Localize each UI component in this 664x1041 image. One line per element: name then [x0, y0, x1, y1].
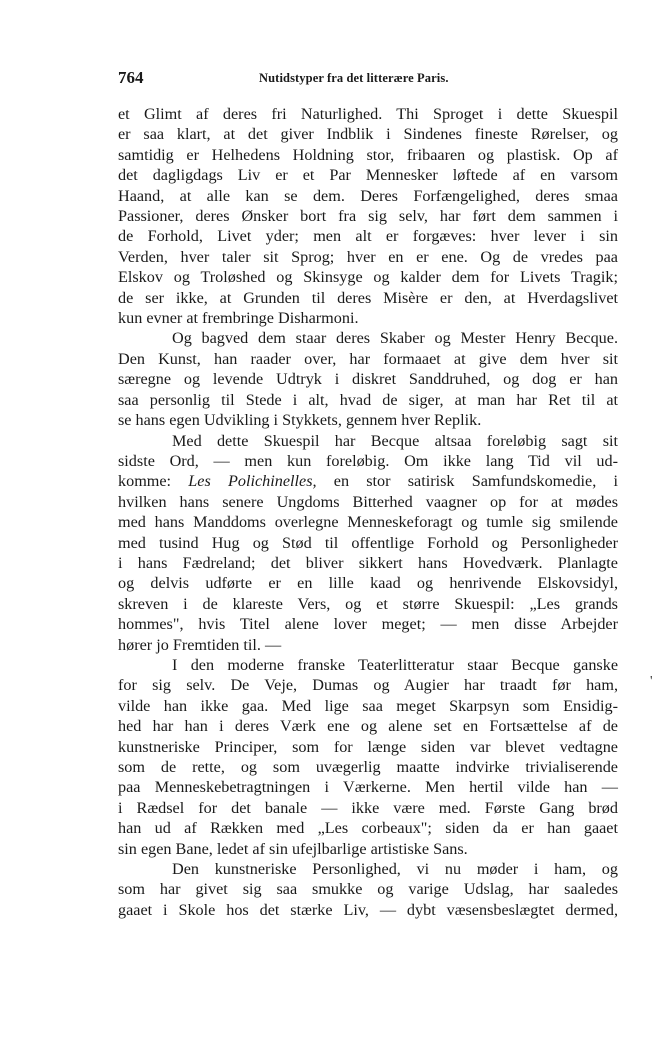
running-title: Nutidstyper fra det litterære Paris. — [259, 71, 449, 85]
text-line: hommes", hvis Titel alene lover meget; — men disse Arbejder — [118, 615, 618, 634]
page-number: 764 — [118, 68, 144, 87]
text-line: og delvis udførte er en lille kaad og henrivende Elskovsidyl, — [118, 574, 618, 593]
text-line: de Forhold, Livet yder; men alt er forgæves: hver lever i sin — [118, 227, 618, 246]
text-line: komme: Les Polichinelles, en stor satirisk Samfundskomedie, i — [118, 472, 618, 491]
text-line: særegne og levende Udtryk i diskret Sanddruhed, og dog er han — [118, 370, 618, 389]
text-line: Verden, hver taler sit Sprog; hver en er ene. Og de vredes paa — [118, 247, 618, 266]
text-line: for sig selv. De Veje, Dumas og Augier har traadt før ham, — [118, 676, 618, 695]
text-line: Elskov og Troløshed og Skinsyge og kalder dem for Livets Tragik; — [118, 268, 618, 287]
text-line: hed har han i deres Værk ene og alene set en Fortsættelse af de — [118, 717, 618, 736]
text-line: med hans Manddoms overlegne Menneskeforagt og tumle sig smilende — [118, 513, 618, 532]
text-line: han ud af Rækken med „Les corbeaux"; siden da er han gaaet — [118, 819, 618, 838]
text-line: skreven i de klareste Vers, og et større Skuespil: „Les grands — [118, 594, 618, 613]
text-line: paa Menneskebetragtningen i Værkerne. Men hertil vilde han — — [118, 778, 618, 797]
italic-title: Les Polichinelles, — [188, 472, 317, 491]
text-line: kun evner at frembringe Disharmoni. — [118, 309, 359, 328]
text-line: et Glimt af deres fri Naturlighed. Thi Sproget i dette Skuespil — [118, 105, 618, 123]
text-line: gaaet i Skole hos det stærke Liv, — dybt væsensbeslægtet dermed, — [118, 900, 618, 919]
text-line: Passioner, deres Ønsker bort fra sig selv, har ført dem sammen i — [118, 207, 618, 226]
page-header — [118, 68, 548, 90]
text-line: i Rædsel for det banale — ikke være med. Første Gang brød — [118, 798, 618, 817]
margin-mark: ' — [650, 674, 653, 689]
text-line: I den moderne franske Teaterlitteratur staar Becque ganske — [172, 655, 618, 674]
text-line: saa personlig til Stede i alt, hvad de siger, at man har Ret til at — [118, 390, 618, 409]
text-line: som de rette, og som uvægerlig maatte indvirke trivialiserende — [118, 758, 618, 776]
text-line: hører jo Fremtiden til. — — [118, 635, 282, 654]
text-line: i hans Fædreland; det bliver sikkert hans Hovedværk. Planlagte — [118, 553, 618, 572]
text-line: Haand, at alle kan se dem. Deres Forfængelighed, deres smaa — [118, 186, 618, 205]
text-line: som har givet sig saa smukke og varige Udslag, har saaledes — [118, 880, 618, 899]
text-line: er saa klart, at det giver Indblik i Sindenes fineste Rørelser, og — [118, 125, 618, 144]
text-line: samtidig er Helhedens Holdning stor, fribaaren og plastisk. Op af — [118, 145, 618, 164]
text-line: vilde han ikke gaa. Med lige saa meget Skarpsyn som Ensidig- — [118, 696, 618, 715]
text-line: hvilken hans senere Ungdoms Bitterhed vaagner op for at mødes — [118, 492, 618, 511]
text-line: Den kunstneriske Personlighed, vi nu møder i ham, og — [172, 860, 618, 879]
text-line: Og bagved dem staar deres Skaber og Mester Henry Becque. — [172, 329, 618, 348]
text-line: det dagligdags Liv er et Par Mennesker løftede af en varsom — [118, 166, 618, 185]
text-line: de ser ikke, at Grunden til deres Misère er den, at Hverdagslivet — [118, 288, 618, 307]
text-line: kunstneriske Principer, som for længe siden var blevet vedtagne — [118, 737, 618, 756]
text-line: se hans egen Udvikling i Stykkets, gennem hver Replik. — [118, 411, 482, 430]
body-text — [118, 104, 618, 920]
text-line: sidste Ord, — men kun foreløbig. Om ikke lang Tid vil ud- — [118, 451, 618, 470]
text-line: med tusind Hug og Stød til offentlige Forhold og Personligheder — [118, 533, 618, 552]
text-line: Den Kunst, han raader over, har formaaet at give dem hver sit — [118, 349, 618, 368]
text-line: sin egen Bane, ledet af sin ufejlbarlige artistiske Sans. — [118, 839, 468, 858]
text-line: Med dette Skuespil har Becque altsaa foreløbig sagt sit — [172, 431, 618, 450]
